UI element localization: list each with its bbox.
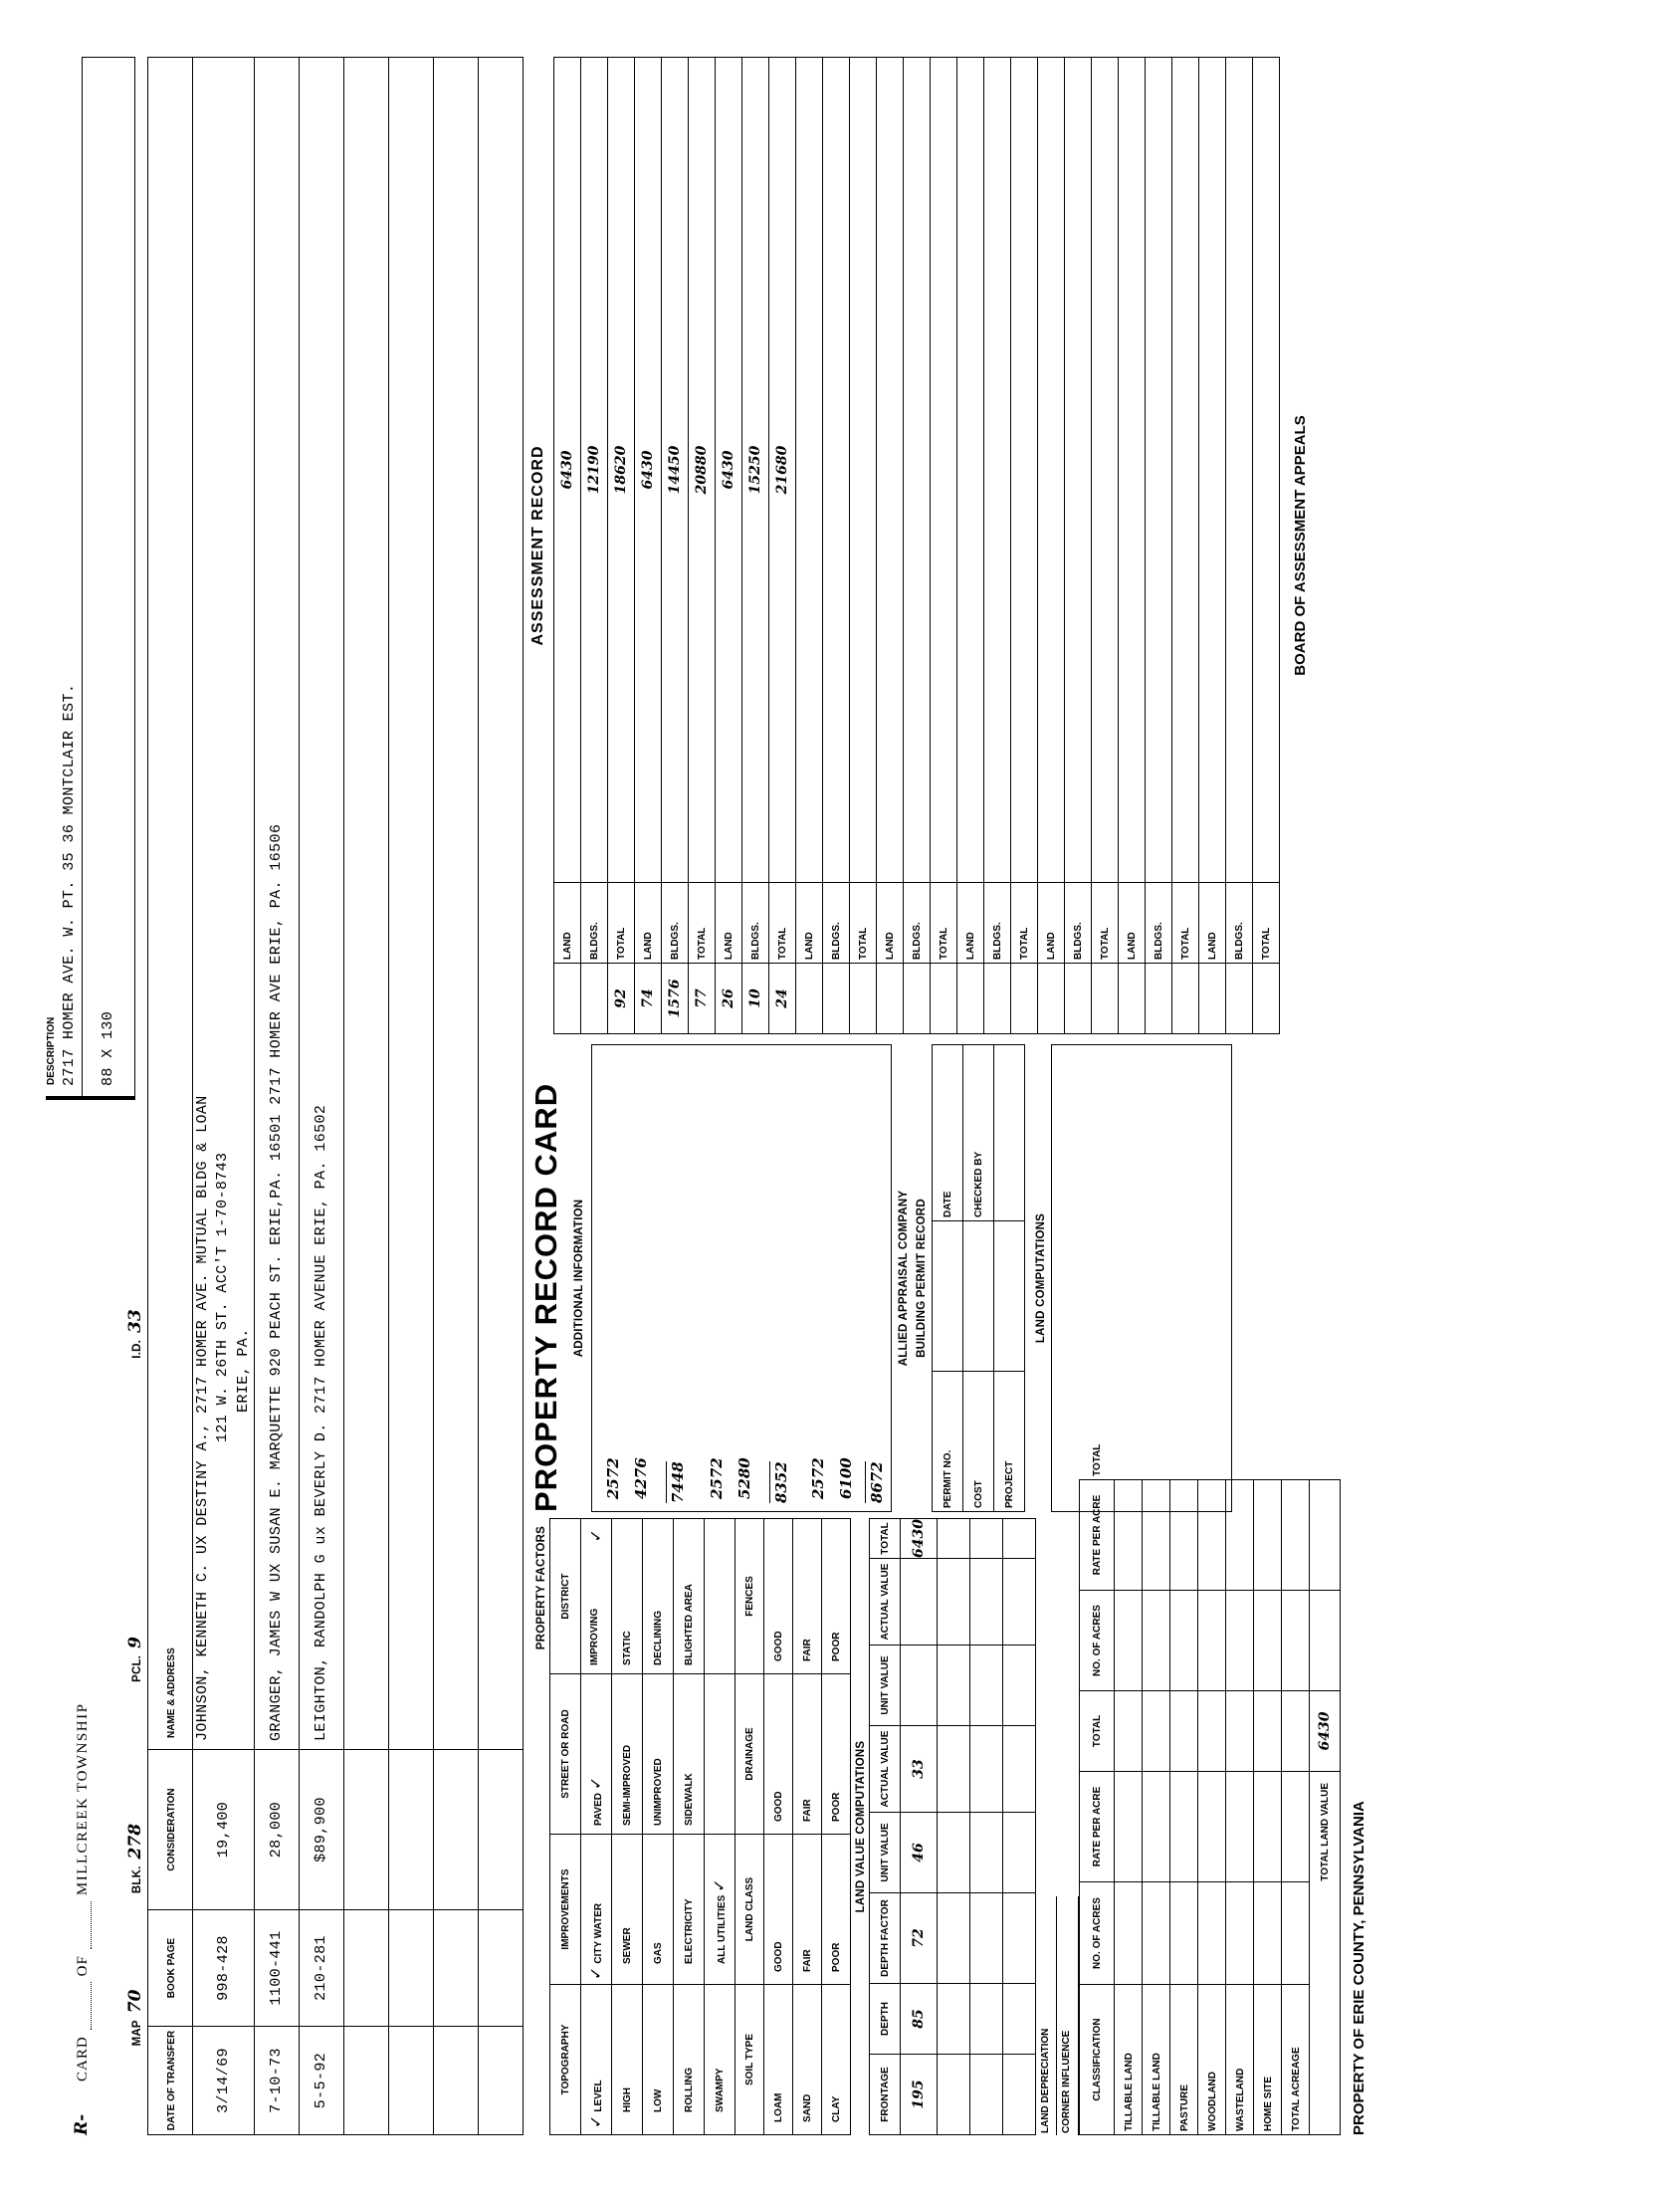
table-row [661, 58, 688, 1034]
table-row [1142, 1480, 1169, 2135]
assessment-land-value: 6430 [639, 450, 656, 490]
assessment-bldgs-label: BLDGS. [912, 922, 924, 960]
assessment-bldgs-label: BLDGS. [1234, 922, 1246, 960]
topography-level: LEVEL [593, 2080, 605, 2112]
corner-mark: R- [72, 2113, 92, 2135]
table-row [937, 1519, 969, 2135]
col-date-of-transfer: DATE OF TRANSFER [165, 2030, 177, 2131]
topography-rolling: ROLLING [684, 2068, 696, 2112]
transfer-name-address-2: 121 W. 26TH ST. ACC'T 1-70-8743 [214, 1152, 232, 1442]
assessment-land-value: 6430 [720, 450, 736, 490]
assessment-total-label: TOTAL [1100, 927, 1112, 960]
frontage-value: 195 [910, 2080, 927, 2109]
table-row [553, 58, 580, 1034]
map-label: MAP [131, 2020, 143, 2047]
transfer-table [147, 57, 524, 2135]
col-consideration: CONSIDERATION [165, 1788, 177, 1871]
table-row [1252, 58, 1279, 1034]
description-line-1: 2717 HOMER AVE. W. PT. 35 36 MONTCLAIR EST. [60, 683, 78, 1086]
assessment-side-mark: 92 [612, 988, 629, 1008]
topography-swampy: SWAMPY [715, 2068, 727, 2112]
col-classification: CLASSIFICATION [1092, 2018, 1104, 2101]
building-permit-record-label: BUILDING PERMIT RECORD [915, 1199, 928, 1358]
check-icon: ✓ [710, 1878, 730, 1892]
acreage-table [1079, 1443, 1341, 2135]
district-blighted-area: BLIGHTED AREA [684, 1584, 696, 1665]
footer-right: BOARD OF ASSESSMENT APPEALS [1291, 415, 1309, 676]
land-computations-label: LAND COMPUTATIONS [1034, 1212, 1047, 1344]
assessment-total-label: TOTAL [1261, 927, 1273, 960]
table-row [1281, 1480, 1309, 2135]
transfer-consideration: 19,400 [214, 1801, 232, 1859]
table-row [478, 58, 523, 2135]
table-row [1171, 58, 1198, 1034]
lower-section [524, 57, 1367, 2135]
table-row [1010, 58, 1037, 1034]
land-value-table [869, 1518, 1036, 2135]
table-row [1198, 58, 1225, 1034]
table-row [343, 58, 388, 2135]
transfer-name-address-3: ERIE, PA. [234, 1328, 252, 1413]
table-row [969, 1519, 1002, 2135]
topography-low: LOW [653, 2088, 665, 2112]
table-row [1091, 58, 1118, 1034]
total-land-value-label: TOTAL LAND VALUE [1320, 1783, 1332, 1881]
table-row [876, 58, 903, 1034]
drainage-good: GOOD [773, 1791, 785, 1822]
improvement-all-utilities: ALL UTILITIES [717, 1894, 729, 1964]
note-9: 8672 [865, 1461, 886, 1503]
fences-good: GOOD [773, 1631, 785, 1661]
land-depreciation-label: LAND DEPRECIATION [1036, 1896, 1058, 2135]
table-row [1002, 1519, 1035, 2135]
drainage-fair: FAIR [802, 1799, 814, 1822]
table-row [1225, 58, 1252, 1034]
table-row [254, 58, 299, 2135]
district-improving: IMPROVING [589, 1608, 601, 1665]
assessment-bldgs-label: BLDGS. [589, 922, 601, 960]
pcl-label: PCL. [131, 1654, 143, 1682]
assessment-total-label: TOTAL [939, 927, 950, 960]
assessment-land-label: LAND [965, 932, 977, 960]
soil-type-label: SOIL TYPE [744, 2033, 756, 2086]
assessment-land-label: LAND [1046, 932, 1058, 960]
check-icon: ✓ [586, 1529, 606, 1543]
col-total-acre-2: TOTAL [1092, 1443, 1104, 1476]
header-left [46, 1110, 145, 2135]
assessment-bldgs-label: BLDGS. [750, 922, 762, 960]
table-row [1169, 1480, 1197, 2135]
row-total-acreage: TOTAL ACREAGE [1290, 2047, 1302, 2131]
table-row [1114, 1480, 1142, 2135]
transfer-name-address: JOHNSON, KENNETH C. UX DESTINY A., 2717 HOMER AVE. MUTUAL BLDG & LOAN [194, 1095, 211, 1741]
assessment-total-label: TOTAL [1180, 927, 1192, 960]
assessment-total-label: TOTAL [777, 927, 789, 960]
col-total: TOTAL [880, 1522, 892, 1555]
table-row [900, 1519, 937, 2135]
transfer-name-address: GRANGER, JAMES W UX SUSAN E. MARQUETTE 920 PEACH ST. ERIE,PA. 16501 2717 HOMER AVE ERIE, PA. 16506 [268, 823, 286, 1741]
note-6: 8352 [769, 1461, 790, 1503]
additional-information-area [591, 1044, 892, 1512]
assessment-total-value: 20880 [693, 445, 710, 495]
row-home-site: HOME SITE [1262, 2076, 1274, 2131]
card-label: CARD [75, 2036, 91, 2082]
transfer-book-page: 1100-441 [268, 1930, 286, 2006]
assessment-bldgs-value: 14450 [666, 445, 683, 495]
col-depth-factor: DEPTH FACTOR [880, 1899, 892, 1977]
note-7: 2572 [808, 1457, 827, 1499]
assessment-side-mark: 24 [773, 988, 790, 1008]
assessment-record-title: ASSESSMENT RECORD [528, 445, 546, 646]
transfer-date: 3/14/69 [214, 2048, 232, 2113]
corner-influence-label: CORNER INFLUENCE [1057, 1896, 1079, 2135]
fences-poor: POOR [831, 1632, 843, 1661]
col-actual-value-2: ACTUAL VALUE [880, 1563, 892, 1641]
col-frontage: FRONTAGE [880, 2067, 892, 2122]
col-unit-value-2: UNIT VALUE [880, 1655, 892, 1715]
col-topography: TOPOGRAPHY [560, 2024, 572, 2095]
assessment-bldgs-value: 15250 [746, 445, 763, 495]
table-row [688, 58, 715, 1034]
appraisal-company: ALLIED APPRAISAL COMPANY [897, 1190, 910, 1367]
unit-value: 46 [910, 1843, 927, 1863]
check-icon: ✓ [586, 1966, 606, 1980]
table-row [741, 58, 768, 1034]
land-class-fair: FAIR [802, 1949, 814, 1972]
district-declining: DECLINING [653, 1611, 665, 1665]
table-row [1064, 58, 1091, 1034]
fences-fair: FAIR [802, 1639, 814, 1661]
assessment-initials: 77 [693, 988, 710, 1008]
record-card-block [524, 1044, 1367, 1518]
col-rate-per-acre: RATE PER ACRE [1092, 1786, 1104, 1867]
assessment-total-label: TOTAL [616, 927, 628, 960]
table-row [433, 58, 478, 2135]
table-row [715, 58, 741, 1034]
row-wasteland: WASTELAND [1234, 2068, 1246, 2131]
assessment-bldgs-label: BLDGS. [831, 922, 843, 960]
table-row [983, 58, 1010, 1034]
assessment-table [553, 57, 1280, 1034]
assessment-land-label: LAND [724, 932, 735, 960]
document-body [24, 31, 1656, 2161]
street-paved: PAVED [593, 1793, 605, 1826]
assessment-initials: 10 [746, 988, 763, 1008]
street-sidewalk: SIDEWALK [684, 1773, 696, 1826]
assessment-land-label: LAND [562, 932, 574, 960]
transfer-name-address: LEIGHTON, RANDOLPH G ux BEVERLY D. 2717 HOMER AVENUE ERIE, PA. 16502 [313, 1104, 330, 1741]
land-class-good: GOOD [773, 1941, 785, 1972]
land-class-poor: POOR [831, 1942, 843, 1972]
row-pasture: PASTURE [1178, 2083, 1190, 2131]
assessment-land-label: LAND [1207, 932, 1219, 960]
land-class-label: LAND CLASS [744, 1876, 756, 1942]
depth-factor-value: 72 [910, 1928, 927, 1948]
table-row [1037, 58, 1064, 1034]
id-label: I.D. [131, 1339, 143, 1359]
note-4: 2572 [707, 1457, 726, 1499]
drainage-label: DRAINAGE [744, 1727, 756, 1781]
note-5: 5280 [735, 1457, 753, 1499]
transfer-consideration: 28,000 [268, 1801, 286, 1859]
transfer-header-row [148, 58, 193, 2135]
improvement-sewer: SEWER [622, 1927, 634, 1964]
total-land-value-row [1309, 1480, 1340, 2135]
note-3: 7448 [666, 1461, 687, 1503]
street-semi-improved: SEMI-IMPROVED [622, 1744, 634, 1826]
total-land-value: 6430 [1316, 1711, 1333, 1751]
table-row [388, 58, 433, 2135]
table-row [1118, 58, 1145, 1034]
note-1: 2572 [603, 1457, 622, 1499]
assessment-total-label: TOTAL [858, 927, 870, 960]
assessment-land-label: LAND [643, 932, 655, 960]
pcl-value: 9 [125, 1637, 145, 1648]
transfer-book-page: 210-281 [313, 1935, 330, 2001]
assessment-bldgs-label: BLDGS. [1154, 922, 1165, 960]
street-unimproved: UNIMPROVED [653, 1758, 665, 1826]
description-line-2: 88 X 130 [100, 1010, 116, 1086]
topography-high: HIGH [622, 2087, 634, 2112]
table-row [1197, 1480, 1225, 2135]
description-label: DESCRIPTION [46, 1016, 57, 1085]
transfer-consideration: $89,900 [313, 1797, 330, 1863]
assessment-total-label: TOTAL [1019, 927, 1031, 960]
soil-clay: CLAY [831, 2095, 843, 2122]
assessment-bldgs-value: 12190 [585, 445, 602, 495]
assessment-side-mark: 1576 [666, 979, 683, 1018]
table-row [849, 58, 876, 1034]
soil-loam: LOAM [773, 2092, 785, 2122]
land-value-computations-label: LAND VALUE COMPUTATIONS [854, 1740, 867, 1913]
assessment-year: 74 [639, 988, 656, 1008]
actual-value: 33 [910, 1759, 927, 1779]
assessment-land-label: LAND [885, 932, 897, 960]
table-row [822, 58, 849, 1034]
assessment-total-value: 21680 [773, 445, 790, 495]
table-row [299, 58, 343, 2135]
col-no-of-acres: NO. OF ACRES [1092, 1897, 1104, 1969]
row-tillable-land-1: TILLABLE LAND [1123, 2053, 1135, 2131]
assessment-total-value: 18620 [612, 445, 629, 495]
row-woodland: WOODLAND [1206, 2072, 1218, 2131]
assessment-land-label: LAND [804, 932, 816, 960]
col-book-page: BOOK PAGE [165, 1937, 177, 1999]
additional-information-label: ADDITIONAL INFORMATION [572, 1199, 585, 1358]
district-static: STATIC [622, 1631, 634, 1665]
col-total-acre: TOTAL [1092, 1714, 1104, 1748]
check-icon: ✓ [586, 2114, 606, 2128]
table-row [1145, 58, 1171, 1034]
improvement-city-water: CITY WATER [593, 1902, 605, 1964]
row-total: 6430 [910, 1519, 927, 1558]
record-card-title: PROPERTY RECORD CARD [527, 1082, 563, 1512]
assessment-bldgs-label: BLDGS. [992, 922, 1004, 960]
permit-checked-by-label: CHECKED BY [973, 1151, 985, 1217]
fences-label: FENCES [744, 1576, 756, 1617]
col-rate-per-acre-2: RATE PER ACRE [1092, 1494, 1104, 1576]
col-no-of-acres-2: NO. OF ACRES [1092, 1605, 1104, 1676]
blk-value: 278 [125, 1823, 145, 1860]
township-name: MILLCREEK TOWNSHIP [75, 1702, 91, 1896]
transfer-date: 5-5-92 [313, 2052, 330, 2109]
table-row [930, 58, 956, 1034]
soil-sand: SAND [802, 2093, 814, 2122]
table-row [768, 58, 795, 1034]
note-2: 4276 [631, 1457, 650, 1499]
table-row [1225, 1480, 1253, 2135]
assessment-bldgs-label: BLDGS. [670, 922, 682, 960]
permit-project-label: PROJECT [1004, 1460, 1016, 1508]
assessment-total-label: TOTAL [697, 927, 709, 960]
of-label: OF [75, 1955, 91, 1977]
assessment-record-block [524, 57, 1367, 1044]
table-row [193, 58, 255, 2135]
row-tillable-land-2: TILLABLE LAND [1151, 2053, 1162, 2131]
assessment-year: 26 [720, 988, 736, 1008]
assessment-land-value: 6430 [558, 450, 575, 490]
depth-value: 85 [910, 2009, 927, 2029]
permit-no-label: PERMIT NO. [943, 1449, 954, 1508]
table-row [956, 58, 983, 1034]
description-block [46, 57, 135, 1110]
transfer-book-page: 998-428 [214, 1935, 232, 2001]
table-row [634, 58, 661, 1034]
property-factors-label: PROPERTY FACTORS [534, 1526, 547, 1650]
col-unit-value: UNIT VALUE [880, 1823, 892, 1882]
col-actual-value: ACTUAL VALUE [880, 1730, 892, 1808]
permit-date-label: DATE [943, 1191, 954, 1217]
col-name-address: NAME & ADDRESS [165, 1647, 177, 1738]
col-district: DISTRICT [560, 1573, 572, 1620]
factors-table [549, 1518, 851, 2135]
property-record-card-sheet [24, 31, 1656, 2161]
assessment-land-label: LAND [1127, 932, 1139, 960]
col-improvements: IMPROVEMENTS [560, 1868, 572, 1950]
id-value: 33 [125, 1309, 145, 1333]
assessment-bldgs-label: BLDGS. [1073, 922, 1085, 960]
building-permit-table [932, 1044, 1025, 1512]
table-row [903, 58, 930, 1034]
footer-left: PROPERTY OF ERIE COUNTY, PENNSYLVANIA [1350, 1801, 1367, 2135]
improvement-gas: GAS [653, 1942, 665, 1964]
map-value: 70 [125, 1989, 145, 2014]
header-strip [46, 57, 145, 2135]
table-row [607, 58, 634, 1034]
blk-label: BLK. [131, 1865, 143, 1894]
improvement-electricity: ELECTRICITY [684, 1898, 696, 1964]
land-computations-area [1051, 1044, 1232, 1512]
col-street-or-road: STREET OR ROAD [560, 1709, 572, 1799]
table-row [1253, 1480, 1281, 2135]
note-8: 6100 [836, 1457, 855, 1499]
check-icon: ✓ [586, 1776, 606, 1791]
table-row [795, 58, 822, 1034]
table-row [580, 58, 607, 1034]
transfer-date: 7-10-73 [268, 2048, 286, 2113]
col-depth: DEPTH [880, 2002, 892, 2036]
permit-cost-label: COST [973, 1480, 985, 1508]
drainage-poor: POOR [831, 1792, 843, 1822]
